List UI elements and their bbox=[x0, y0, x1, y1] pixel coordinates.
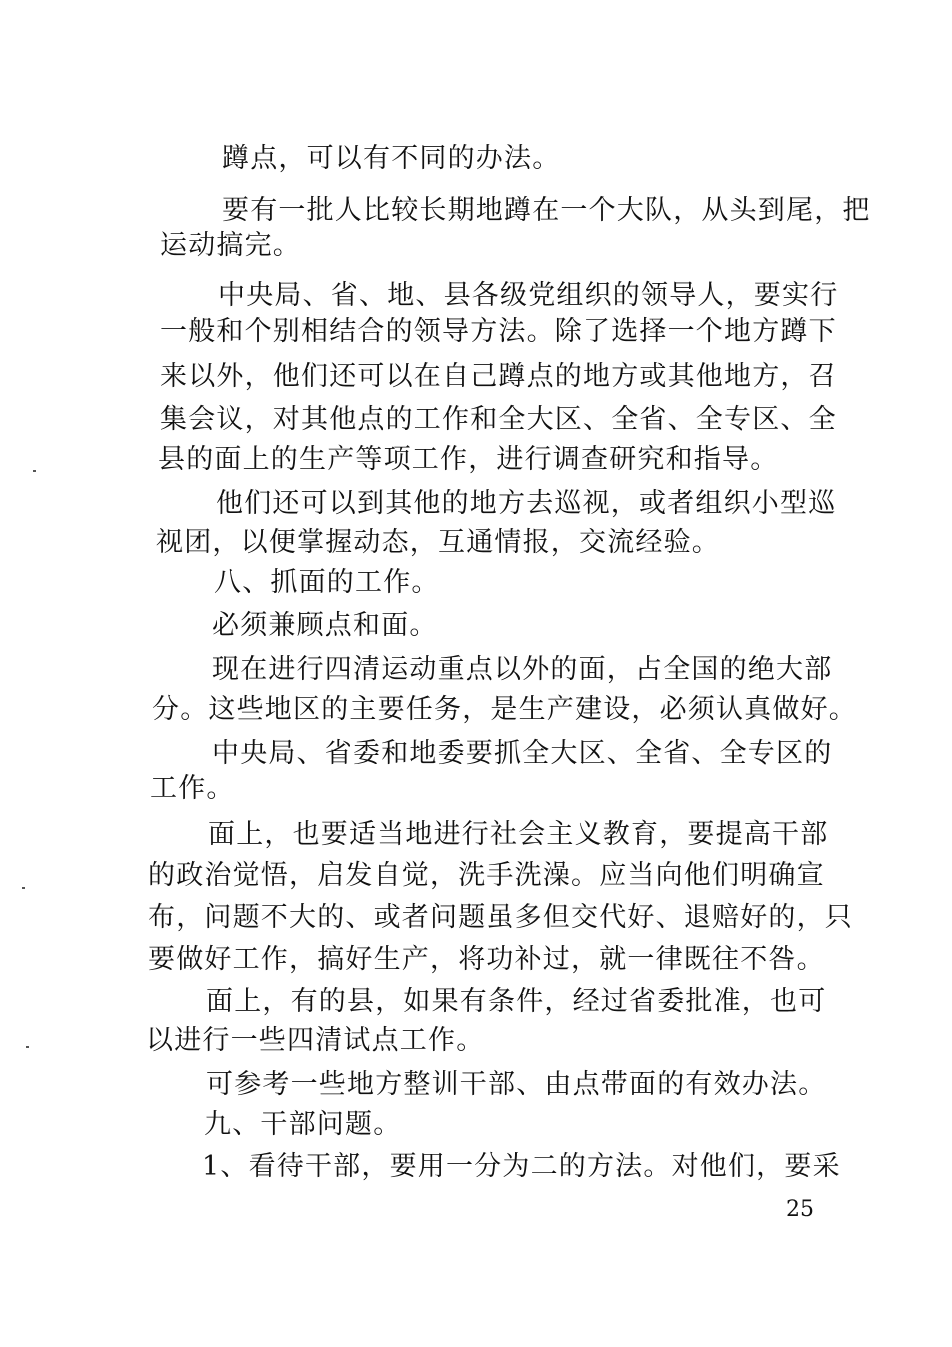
page-number: 25 bbox=[786, 1197, 814, 1222]
text-line: 要做好工作，搞好生产，将功补过，就一律既往不咎。 bbox=[148, 944, 825, 975]
text-line: 布，问题不大的、或者问题虽多但交代好、退赔好的，只 bbox=[148, 902, 853, 933]
text-line: 县的面上的生产等项工作，进行调查研究和指导。 bbox=[158, 444, 779, 475]
text-line: 分。这些地区的主要任务，是生产建设，必须认真做好。 bbox=[152, 694, 857, 725]
text-line: 以进行一些四清试点工作。 bbox=[146, 1025, 485, 1056]
scan-speck bbox=[33, 470, 36, 472]
text-line: 可参考一些地方整训干部、由点带面的有效办法。 bbox=[206, 1069, 827, 1100]
text-line: 工作。 bbox=[150, 773, 235, 804]
text-line: 蹲点，可以有不同的办法。 bbox=[222, 143, 561, 174]
text-line: 八、抓面的工作。 bbox=[214, 567, 440, 598]
text-line: 面上，也要适当地进行社会主义教育，要提高干部 bbox=[208, 819, 829, 850]
text-line: 一般和个别相结合的领导方法。除了选择一个地方蹲下 bbox=[160, 316, 837, 347]
text-line: 面上，有的县，如果有条件，经过省委批准，也可 bbox=[206, 986, 827, 1017]
text-line: 要有一批人比较长期地蹲在一个大队，从头到尾，把 bbox=[222, 195, 871, 226]
text-line: 来以外，他们还可以在自己蹲点的地方或其他地方，召 bbox=[160, 361, 837, 392]
text-line: 视团，以便掌握动态，互通情报，交流经验。 bbox=[156, 527, 720, 558]
text-line: 他们还可以到其他的地方去巡视，或者组织小型巡 bbox=[216, 488, 837, 519]
text-line: 九、干部问题。 bbox=[204, 1109, 402, 1140]
text-line: 必须兼顾点和面。 bbox=[212, 610, 438, 641]
text-line: 1、看待干部，要用一分为二的方法。对他们，要采 bbox=[202, 1151, 841, 1182]
text-line: 的政治觉悟，启发自觉，洗手洗澡。应当向他们明确宣 bbox=[148, 860, 825, 891]
text-line: 集会议，对其他点的工作和全大区、全省、全专区、全 bbox=[160, 404, 837, 435]
text-line: 运动搞完。 bbox=[160, 230, 301, 261]
scan-speck bbox=[26, 1046, 29, 1048]
text-line: 中央局、省委和地委要抓全大区、全省、全专区的 bbox=[212, 738, 833, 769]
scan-speck bbox=[22, 887, 25, 889]
text-line: 中央局、省、地、县各级党组织的领导人，要实行 bbox=[218, 280, 839, 311]
text-line: 现在进行四清运动重点以外的面，占全国的绝大部 bbox=[212, 654, 833, 685]
